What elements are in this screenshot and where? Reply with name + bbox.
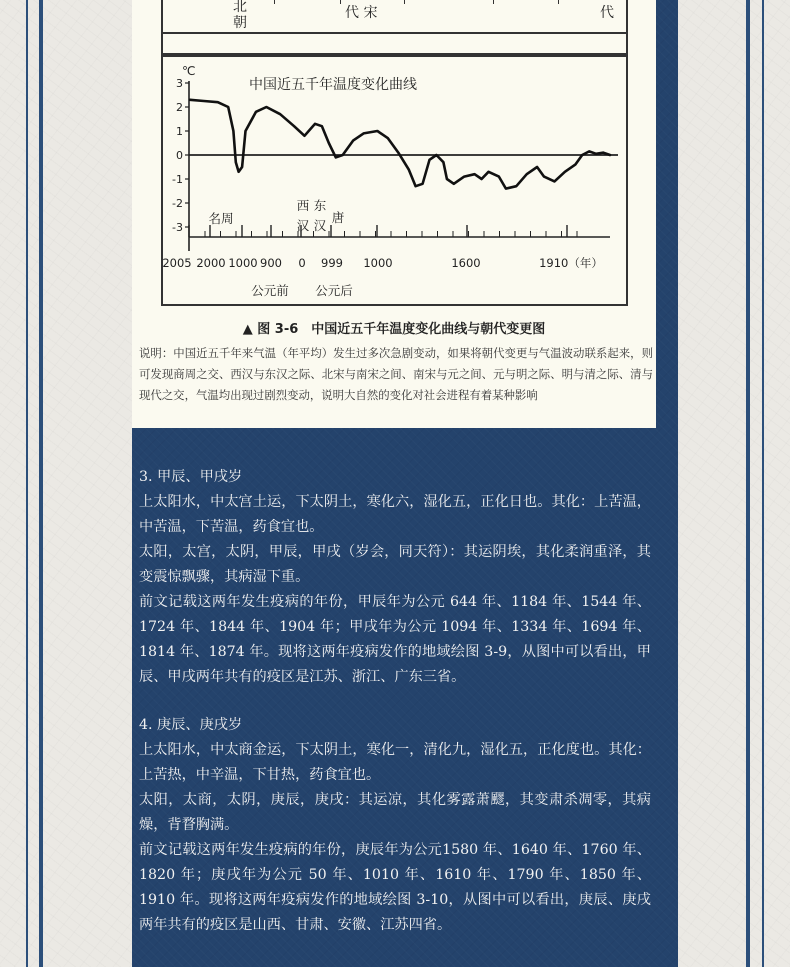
dynasty-label-dai: 代 bbox=[600, 5, 614, 21]
era-label-bce: 公元前 bbox=[251, 283, 289, 298]
y-tick-label: -1 bbox=[172, 173, 183, 186]
strip-divider bbox=[163, 32, 626, 34]
section-4-para-2: 太阳，太商，太阴，庚辰，庚戌：其运凉，其化雾露萧飂，其变肃杀凋零，其病燥，背瞀胸满。 bbox=[139, 792, 651, 833]
y-tick-label: -2 bbox=[172, 197, 183, 210]
y-tick-label: -3 bbox=[172, 221, 183, 234]
section-3-para-3: 前文记载这两年发生疫病的年份，甲辰年为公元 644 年、1184 年、1544 年、1724 年、1844 年、1904 年；甲戌年为公元 1094 年、1334 年、1694 年、1814 年、1874 年。现将这两年疫病发作的地域绘图 3-9，从图中可以看出，甲辰、甲戌两年共有的疫区是江苏、浙江、广东三省。 bbox=[139, 594, 651, 685]
figure-note: 说明：中国近五千年来气温（年平均）发生过多次急剧变动，如果将朝代变更与气温波动联系起来，则可发现商周之交、西汉与东汉之际、北宋与南宋之间、南宋与元之间、元与明之际、明与清之际、清与现代之交，气温均出现过剧烈变动，说明大自然的变化对社会进程有着某种影响 bbox=[139, 346, 653, 402]
x-tick-label: 0 bbox=[298, 256, 306, 270]
y-tick-label: 1 bbox=[176, 125, 183, 138]
x-tick-label: 1000 bbox=[228, 256, 258, 270]
annotation-western-han-1: 西 bbox=[296, 198, 310, 213]
x-tick-label: 999 bbox=[321, 256, 343, 270]
annotation-eastern-han-1: 东 bbox=[313, 198, 327, 213]
section-4-para-1: 上太阳水，中太商金运，下太阴土，寒化一，清化九，湿化五，正化度也。其化：上苦热，中辛温，下甘热，药食宜也。 bbox=[139, 742, 651, 783]
left-border-line-inner bbox=[39, 0, 43, 967]
section-3-para-1: 上太阳水，中太宫土运，下太阴土，寒化六，湿化五，正化日也。其化：上苦温，中苦温，下苦温，药食宜也。 bbox=[139, 494, 651, 535]
right-border-line-inner bbox=[746, 0, 750, 967]
annotation-tang: 唐 bbox=[331, 210, 345, 225]
temperature-chart-frame bbox=[161, 55, 628, 306]
temperature-chart bbox=[163, 57, 626, 304]
chart-title: 中国近五千年温度变化曲线 bbox=[249, 77, 417, 93]
y-tick-label: 3 bbox=[176, 77, 183, 90]
dynasty-label-beichao: 北 朝 bbox=[233, 0, 247, 31]
x-tick-label: 900 bbox=[260, 256, 282, 270]
figure-caption: ▲ 图 3-6 中国近五千年温度变化曲线与朝代变更图 bbox=[242, 322, 546, 337]
era-label-ce: 公元后 bbox=[315, 283, 353, 298]
section-3-para-2: 太阳，太宫，太阴，甲辰，甲戌（岁会，同天符）：其运阴埃，其化柔润重泽，其变震惊飘骤，其病湿下重。 bbox=[139, 544, 651, 585]
right-border-line-outer bbox=[762, 0, 764, 967]
x-tick-label: 1910（年） bbox=[539, 256, 603, 270]
dynasty-strip bbox=[161, 0, 628, 55]
section-4-para-3: 前文记载这两年发生疫病的年份，庚辰年为公元1580 年、1640 年、1760 年、1820 年；庚戌年为公元 50 年、1010 年、1610 年、1790 年、1850 年、1910 年。现将这两年疫病发作的地域绘图 3-10，从图中可以看出，庚辰、庚戌两年共有的疫区是山西、甘肃、安徽、江苏四省。 bbox=[139, 842, 651, 933]
section-4 bbox=[139, 713, 651, 938]
annotation-western-han-2: 汉 bbox=[296, 218, 310, 233]
section-4-title: 4. 庚辰、庚戌岁 bbox=[139, 717, 243, 733]
y-unit-label: ℃ bbox=[182, 64, 196, 78]
x-tick-label: 1600 bbox=[451, 256, 481, 270]
annotation-eastern-han-2: 汉 bbox=[313, 218, 327, 233]
annotation-zhou: 名周 bbox=[208, 211, 234, 226]
section-3 bbox=[139, 465, 651, 690]
x-tick-label: 2000 bbox=[196, 256, 226, 270]
left-border-line-outer bbox=[26, 0, 28, 967]
x-tick-label: 1000 bbox=[363, 256, 393, 270]
dynasty-label-song: 代 宋 bbox=[345, 5, 378, 21]
y-tick-label: 2 bbox=[176, 101, 183, 114]
temperature-curve bbox=[190, 100, 610, 189]
section-3-title: 3. 甲辰、甲戌岁 bbox=[139, 469, 243, 485]
y-tick-label: 0 bbox=[176, 149, 183, 162]
x-tick-label: 2005 bbox=[163, 256, 192, 270]
